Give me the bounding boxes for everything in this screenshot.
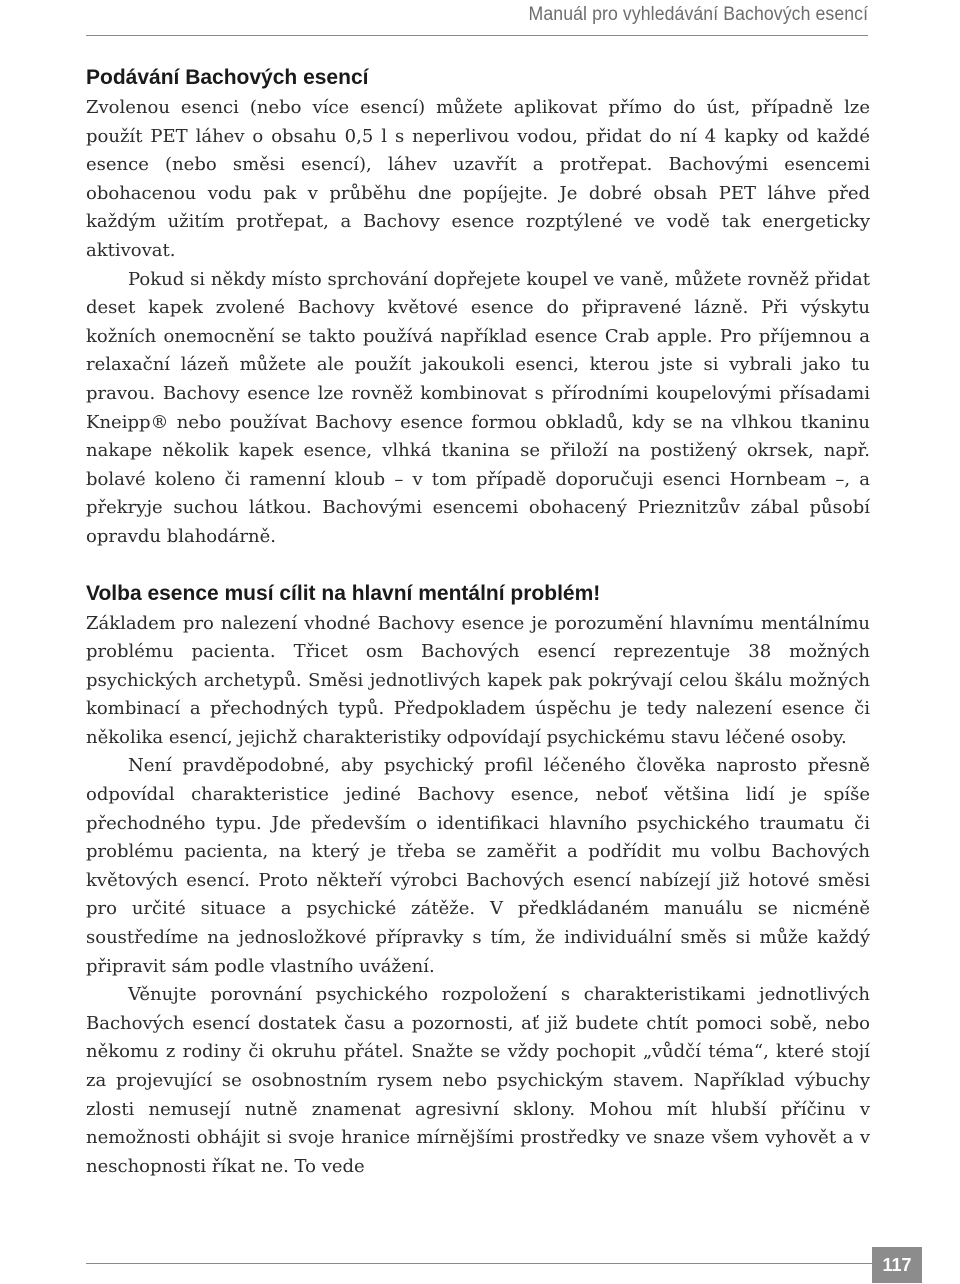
- paragraph: Pokud si někdy místo sprchování dopřejete koupel ve vaně, můžete rovněž přidat deset kapek zvolené Bachovy květové esence do připravené lázně. Při výskytu kožních onemocnění se takto používá například esence Crab apple. Pro příjemnou a relaxační lázeň můžete ale použít jakoukoli esenci, kterou jste si vybrali jako tu pravou. Bachovy esence lze rovněž kombinovat s přírodními koupelovými přísadami Kneipp® nebo používat Bachovy esence formou obkladů, kdy se na vlhkou tkaninu nakape několik kapek esence, vlhká tkanina se přiloží na postižený okrsek, např. bolavé koleno či ramenní kloub – v tom případě doporučuji esenci Hornbeam –, a překryje suchou látkou. Bachovými esencemi obohacený Prieznitzův zábal působí opravdu blahodárně.: [86, 268, 870, 547]
- section-heading-administration: Podávání Bachových esencí: [86, 66, 369, 89]
- paragraph: Zvolenou esenci (nebo více esencí) můžete aplikovat přímo do úst, případně lze použít PET láhev o obsahu 0,5 l s neperlivou vodou, přidat do ní 4 kapky od každé esence (nebo směsi esencí), láhev uzavřít a protřepat. Bachovými esencemi obohacenou vodu pak v průběhu dne popíjejte. Je dobré obsah PET láhve před každým užitím protřepat, a Bachovy esence rozptýlené ve vodě tak energeticky aktivovat.: [86, 97, 870, 261]
- header-divider: [86, 35, 868, 36]
- page-number-badge: 117: [872, 1247, 922, 1283]
- footer-divider: [86, 1263, 872, 1264]
- section-heading-essence-choice: Volba esence musí cílit na hlavní mentální problém!: [86, 581, 601, 605]
- page-body: [86, 62, 870, 1181]
- running-header: Manuál pro vyhledávání Bachových esencí: [528, 4, 868, 25]
- paragraph: Základem pro nalezení vhodné Bachovy esence je porozumění hlavnímu mentálnímu problému pacienta. Třicet osm Bachových esencí reprezentuje 38 možných psychických archetypů. Směsi jednotlivých kapek pak pokrývají celou škálu možných kombinací a přechodných typů. Předpokladem úspěchu je tedy nalezení esence či několika esencí, jejichž charakteristiky odpovídají psychickému stavu léčené osoby.: [86, 612, 870, 748]
- paragraph: Není pravděpodobné, aby psychický profil léčeného člověka naprosto přesně odpovídal charakteristice jediné Bachovy esence, neboť většina lidí je spíše přechodného typu. Jde především o identifikaci hlavního psychického traumatu či problému pacienta, na který je třeba se zaměřit a podřídit mu volbu Bachových květových esencí. Proto někteří výrobci Bachových esencí nabízejí již hotové směsi pro určité situace a psychické zátěže. V předkládaném manuálu se nicméně soustředíme na jednosložkové přípravky s tím, že individuální směs si může každý připravit sám podle vlastního uvážení.: [86, 755, 870, 977]
- paragraph: Věnujte porovnání psychického rozpoložení s charakteristikami jednotlivých Bachových esencí dostatek času a pozornosti, ať již budete chtít pomoci sobě, nebo někomu z rodiny či okruhu přátel. Snažte se vždy pochopit „vůdčí téma“, které stojí za projevující se osobnostním rysem nebo psychickým stavem. Například výbuchy zlosti nemusejí nutně znamenat agresivní sklony. Mohou mít hlubší příčinu v nemožnosti obhájit si svoje hranice mírnějšími prostředky ve snaze všem vyhovět a v neschopnosti říkat ne. To vede: [86, 984, 870, 1177]
